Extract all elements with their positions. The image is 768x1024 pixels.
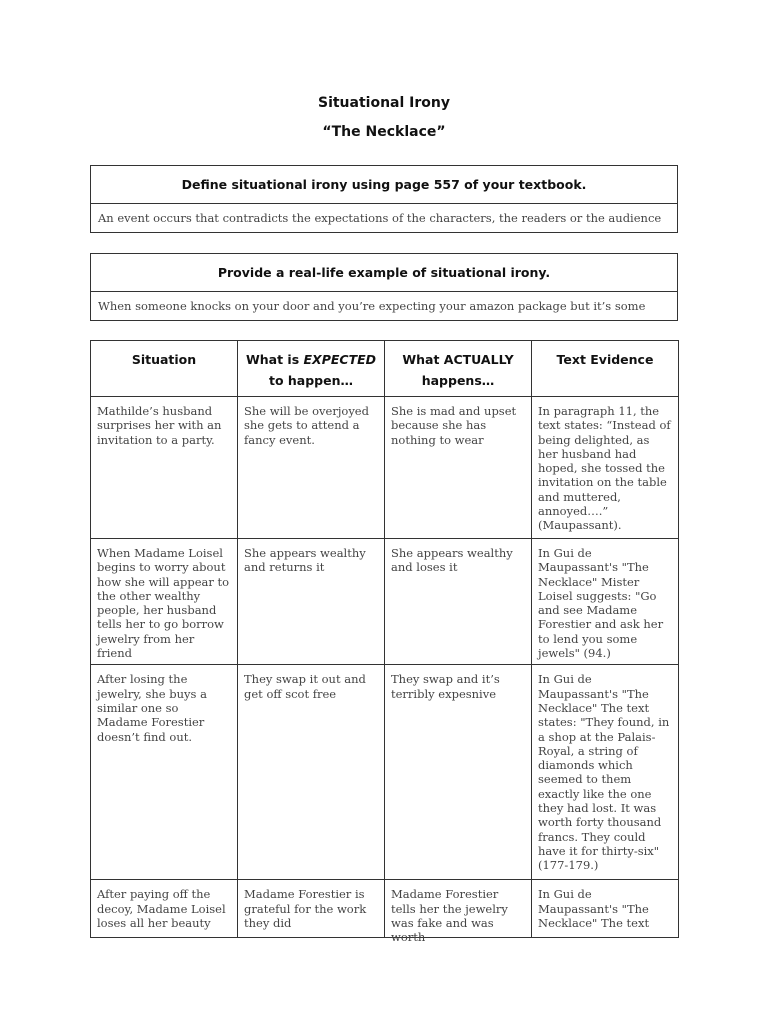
page-title: Situational Irony <box>317 95 450 111</box>
example-box <box>90 253 678 321</box>
table-row <box>91 665 679 880</box>
cell-actually[interactable]: She is mad and upset because she has nothing to wear <box>385 397 532 539</box>
cell-actually-text: Madame Forestier tells her the jewelry was fake and was worth <box>391 887 508 945</box>
cell-expected[interactable]: She will be overjoyed she gets to attend a fancy event. <box>238 397 385 539</box>
cell-situation[interactable] <box>91 880 238 938</box>
cell-situation[interactable]: After losing the jewelry, she buys a similar one so Madame Forestier doesn’t find out. <box>91 665 238 880</box>
cell-expected-text: Madame Forestier is grateful for the work they did <box>244 887 367 930</box>
header-expected-emphasis: EXPECTED <box>303 352 377 367</box>
cell-evidence[interactable]: In Gui de Maupassant's "The Necklace" The text states: "They found, in a shop at the Palais-Royal, a string of diamonds which seemed to them exactly like the one they had lost. It was worth forty thousand francs. They could have it for thirty-six" (177-179.) <box>532 665 679 880</box>
example-answer[interactable]: When someone knocks on your door and you’re expecting your amazon package but it’s some <box>98 299 646 313</box>
cell-expected[interactable]: They swap it out and get off scot free <box>238 665 385 880</box>
header-situation: Situation <box>91 341 238 397</box>
cell-situation[interactable]: When Madame Loisel begins to worry about how she will appear to the other wealthy people, her husband tells her to go borrow jewelry from her friend <box>91 539 238 665</box>
header-evidence: Text Evidence <box>532 341 679 397</box>
cell-actually[interactable]: They swap and it’s terribly expesnive <box>385 665 532 880</box>
header-expected-pre: What is <box>245 352 304 367</box>
cell-situation-text: After paying off the decoy, Madame Loisel loses all her beauty <box>97 887 226 930</box>
table-row <box>91 539 679 665</box>
example-heading: Provide a real-life example of situational irony. <box>91 254 677 292</box>
table-header-row <box>91 341 679 397</box>
cell-evidence[interactable]: In Gui de Maupassant's "The Necklace" Mister Loisel suggests: "Go and see Madame Forestier and ask her to lend you some jewels" (94.) <box>532 539 679 665</box>
cell-expected[interactable] <box>238 880 385 938</box>
header-expected <box>238 341 385 397</box>
table-row <box>91 397 679 539</box>
table-row <box>91 880 679 938</box>
cell-actually[interactable] <box>385 880 532 945</box>
cell-evidence[interactable] <box>532 880 679 938</box>
definition-answer[interactable]: An event occurs that contradicts the expectations of the characters, the readers or the audience <box>98 211 662 225</box>
definition-heading: Define situational irony using page 557 of your textbook. <box>91 166 677 204</box>
cell-actually[interactable]: She appears wealthy and loses it <box>385 539 532 665</box>
page-subtitle: “The Necklace” <box>322 124 446 140</box>
cell-evidence[interactable]: In paragraph 11, the text states: “Instead of being delighted, as her husband had hoped, she tossed the invitation on the table and muttered, annoyed….” (Maupassant). <box>532 397 679 539</box>
cell-situation[interactable]: Mathilde’s husband surprises her with an invitation to a party. <box>91 397 238 539</box>
header-actually: What ACTUALLY happens… <box>385 341 532 397</box>
irony-table <box>90 340 679 945</box>
cell-evidence-text: In Gui de Maupassant's "The Necklace" The text <box>538 887 650 930</box>
definition-box <box>90 165 678 233</box>
cell-expected[interactable]: She appears wealthy and returns it <box>238 539 385 665</box>
header-expected-post: to happen… <box>268 373 354 388</box>
